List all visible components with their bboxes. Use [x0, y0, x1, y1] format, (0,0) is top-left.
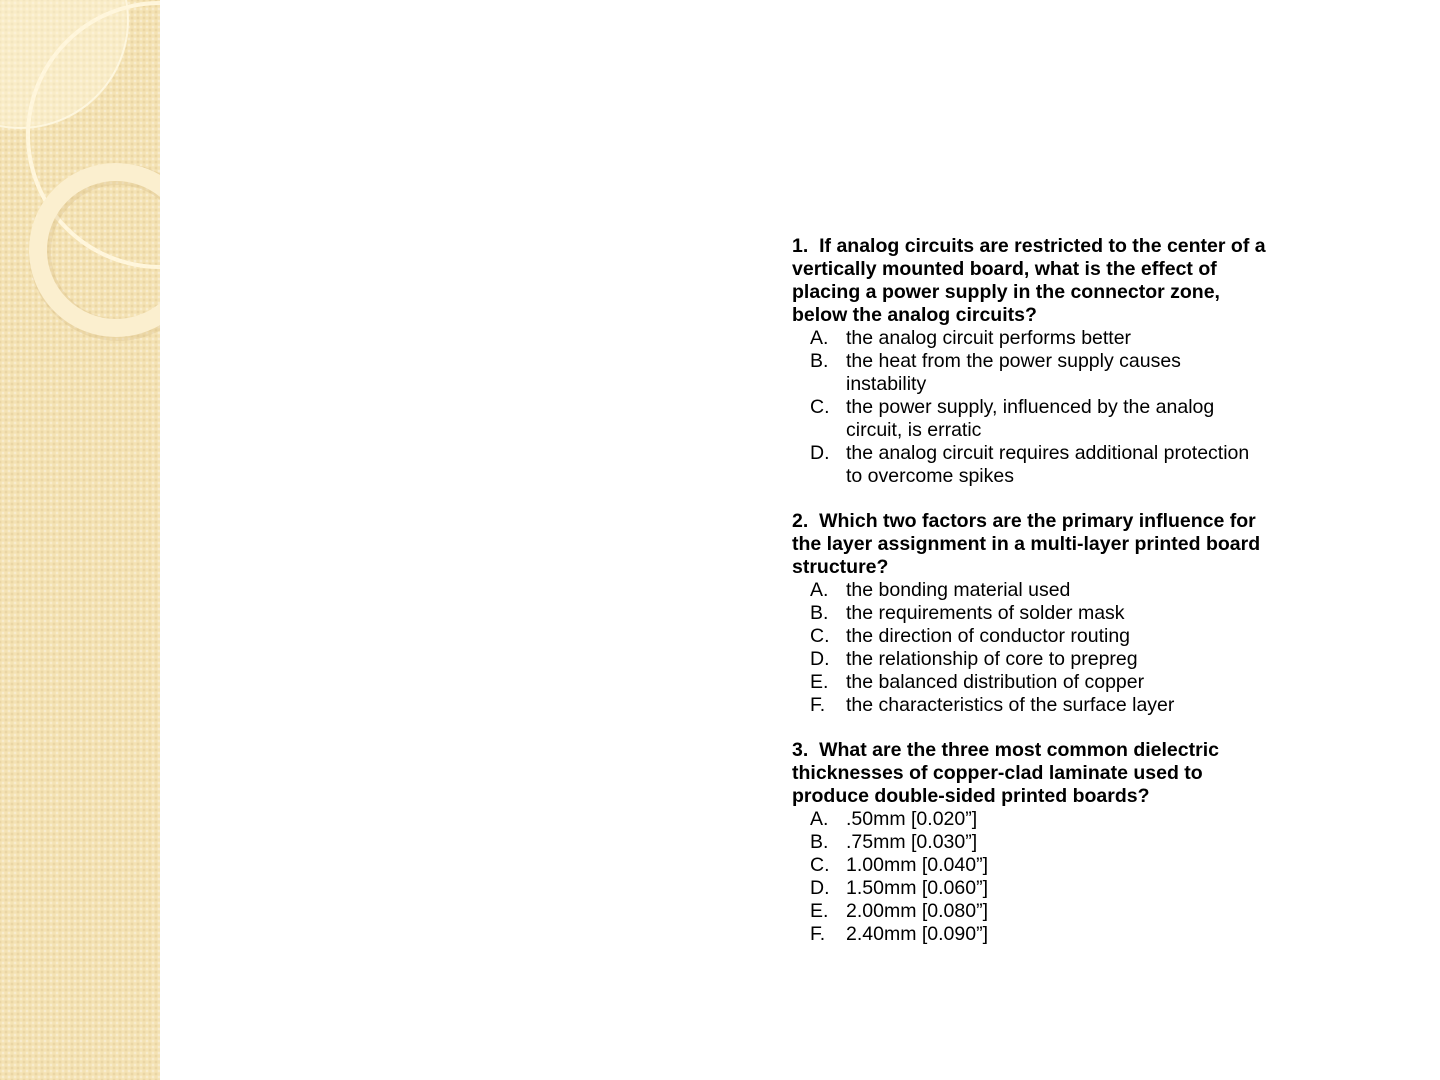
answer-option	[792, 694, 1272, 717]
question-text: 2. Which two factors are the primary influence for the layer assignment in a multi-layer printed board structure?	[792, 510, 1261, 578]
answer-option	[792, 854, 1272, 877]
option-letter: D.	[810, 648, 830, 670]
answer-option	[792, 671, 1272, 694]
answer-options	[792, 579, 1272, 717]
option-text: 1.50mm [0.060”]	[846, 877, 988, 899]
question-2	[792, 510, 1272, 717]
question-text: 1. If analog circuits are restricted to the center of a vertically mounted board, what is the effect of placing a power supply in the connector zone, below the analog circuits?	[792, 235, 1266, 326]
question-1	[792, 235, 1272, 488]
option-text: 2.40mm [0.090”]	[846, 923, 988, 945]
answer-options	[792, 327, 1272, 488]
option-letter: C.	[810, 854, 830, 876]
option-text: .75mm [0.030”]	[846, 831, 978, 853]
question-text: 3. What are the three most common dielectric thicknesses of copper-clad laminate used to produce double-sided printed boards?	[792, 739, 1219, 807]
option-letter: C.	[810, 625, 830, 647]
decorative-rings	[0, 0, 160, 1080]
option-text: the requirements of solder mask	[846, 602, 1125, 624]
answer-option	[792, 900, 1272, 923]
option-letter: F.	[810, 923, 826, 945]
option-letter: A.	[810, 579, 829, 601]
answer-option	[792, 648, 1272, 671]
option-text: the analog circuit performs better	[846, 327, 1132, 349]
option-text: the power supply, influenced by the analog circuit, is erratic	[846, 396, 1215, 441]
option-letter: E.	[810, 671, 829, 693]
option-letter: F.	[810, 694, 826, 716]
decorative-sidebar	[0, 0, 160, 1080]
answer-option	[792, 808, 1272, 831]
answer-option	[792, 923, 1272, 946]
option-letter: E.	[810, 900, 829, 922]
quiz-content	[792, 235, 1272, 968]
answer-option	[792, 831, 1272, 854]
answer-option	[792, 396, 1272, 442]
option-text: the bonding material used	[846, 579, 1071, 601]
option-letter: D.	[810, 442, 830, 464]
option-letter: B.	[810, 350, 829, 372]
answer-option	[792, 625, 1272, 648]
top-circle-shape	[0, 0, 128, 128]
answer-option	[792, 442, 1272, 488]
option-text: the heat from the power supply causes instability	[846, 350, 1181, 395]
option-text: the characteristics of the surface layer	[846, 694, 1175, 716]
option-text: the analog circuit requires additional protection to overcome spikes	[846, 442, 1250, 487]
answer-option	[792, 327, 1272, 350]
option-text: the balanced distribution of copper	[846, 671, 1145, 693]
option-text: 2.00mm [0.080”]	[846, 900, 988, 922]
answer-option	[792, 602, 1272, 625]
answer-option	[792, 350, 1272, 396]
answer-option	[792, 579, 1272, 602]
option-letter: B.	[810, 831, 829, 853]
option-letter: A.	[810, 808, 829, 830]
question-3	[792, 739, 1272, 946]
option-letter: A.	[810, 327, 829, 349]
option-text: .50mm [0.020”]	[846, 808, 978, 830]
answer-option	[792, 877, 1272, 900]
option-text: 1.00mm [0.040”]	[846, 854, 988, 876]
option-letter: B.	[810, 602, 829, 624]
answer-options	[792, 808, 1272, 946]
option-letter: C.	[810, 396, 830, 418]
option-text: the direction of conductor routing	[846, 625, 1131, 647]
option-text: the relationship of core to prepreg	[846, 648, 1138, 670]
option-letter: D.	[810, 877, 830, 899]
